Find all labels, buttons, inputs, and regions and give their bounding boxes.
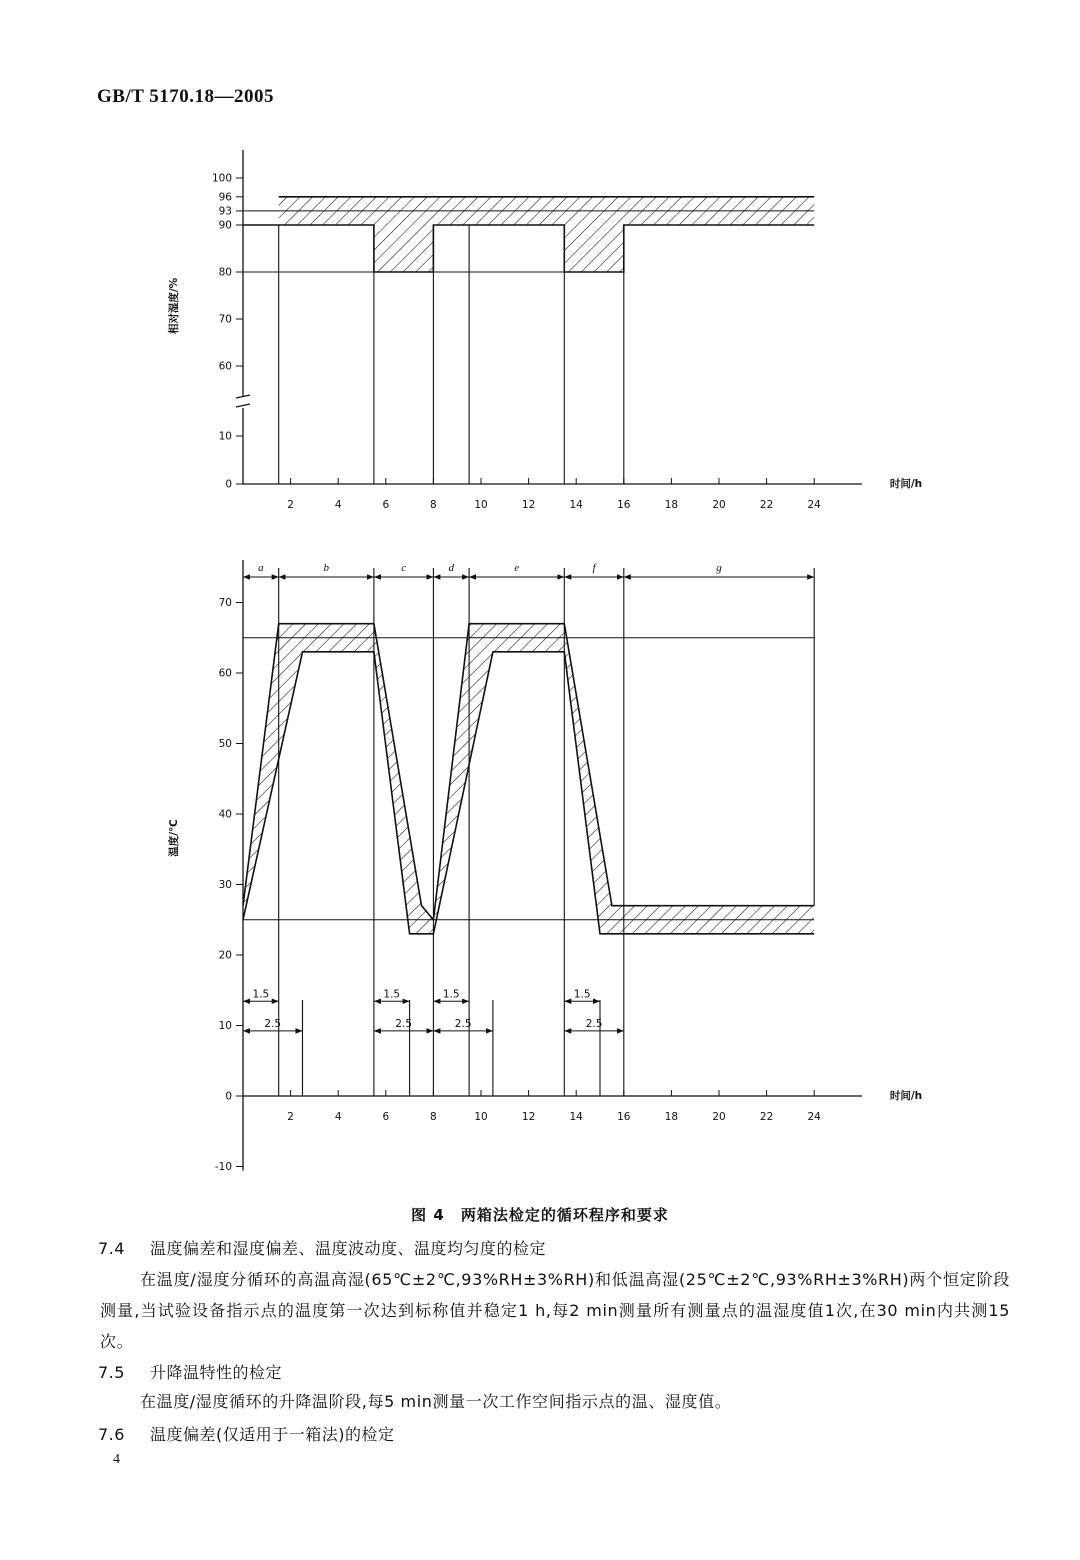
temperature-duration-label: 1.5 [383,988,401,1001]
standard-code: GB/T 5170.18—2005 [97,86,275,107]
temperature-x-tick-label: 24 [807,1111,821,1123]
humidity-x-tick-label: 10 [474,499,488,511]
temperature-duration-label: 2.5 [395,1017,413,1030]
humidity-x-tick-label: 18 [664,499,679,511]
section-number: 7.4 [98,1239,125,1258]
temperature-x-tick-label: 22 [759,1111,774,1123]
humidity-x-tick-label: 2 [287,499,294,511]
temperature-x-tick-label: 18 [664,1111,679,1123]
humidity-y-tick-label: 70 [218,313,232,326]
humidity-x-tick-label: 4 [334,499,342,511]
temperature-phase-label: a [258,562,264,574]
section-heading [98,1360,282,1383]
temperature-phase-label: d [448,562,454,574]
temperature-x-tick-label: 4 [334,1111,342,1123]
temperature-x-tick-label: 20 [712,1111,726,1123]
temperature-x-tick-label: 12 [521,1111,536,1123]
temperature-y-tick-label: 30 [218,879,232,891]
section-title: 温度偏差(仅适用于一箱法)的检定 [150,1425,395,1444]
humidity-y-tick-label: 0 [225,478,232,491]
temperature-x-tick-label: 14 [569,1111,583,1123]
humidity-y-tick-label: 10 [218,430,232,443]
humidity-y-tick-label: 96 [218,191,232,204]
humidity-x-tick-label: 16 [617,499,631,511]
humidity-y-tick-label: 60 [218,360,232,373]
humidity-y-tick-label: 100 [211,172,232,185]
temperature-duration-label: 1.5 [252,988,270,1001]
temperature-duration-label: 2.5 [454,1017,472,1030]
humidity-x-tick-label: 8 [430,499,437,511]
humidity-y-tick-label: 90 [218,219,232,232]
humidity-x-tick-label: 6 [382,499,390,511]
temperature-phase-label: c [401,562,407,574]
temperature-x-tick-label: 16 [617,1111,631,1123]
temperature-y-tick-label: 10 [218,1020,232,1032]
temperature-y-tick-label: 20 [218,949,232,962]
temperature-duration-label: 2.5 [264,1017,282,1030]
temperature-lower-line [243,652,814,934]
humidity-x-tick-label: 22 [759,499,774,511]
section-number: 7.5 [98,1363,125,1382]
humidity-y-axis-title: 相对湿度/% [168,277,180,335]
humidity-x-axis-title: 时间/h [889,478,923,490]
humidity-x-tick-label: 12 [521,499,536,511]
temperature-y-tick-label: 70 [218,597,232,609]
temperature-duration-label: 1.5 [442,988,460,1001]
humidity-x-tick-label: 24 [807,499,821,511]
section-number: 7.6 [98,1425,125,1444]
temperature-phase-label: b [323,562,330,574]
temperature-phase-label: e [514,562,520,574]
temperature-y-tick-label: 50 [218,738,232,750]
humidity-y-tick-label: 93 [218,205,232,218]
humidity-x-tick-label: 20 [712,499,726,511]
section-body: 在温度/湿度循环的升降温阶段,每5 min测量一次工作空间指示点的温、湿度值。 [140,1392,732,1411]
temperature-x-tick-label: 10 [474,1111,488,1123]
temperature-y-tick-label: 0 [225,1090,232,1103]
figure-caption: 图 4 两箱法检定的循环程序和要求 [411,1206,669,1224]
temperature-upper-line [243,624,814,920]
humidity-x-tick-label: 14 [569,499,583,511]
temperature-duration-label: 2.5 [585,1017,603,1030]
temperature-phase-label: g [716,562,722,574]
section-title: 温度偏差和湿度偏差、温度波动度、温度均匀度的检定 [150,1239,547,1258]
temperature-tolerance-band [243,624,814,934]
humidity-y-tick-label: 80 [218,266,232,279]
temperature-y-tick-label: 60 [218,667,232,680]
temperature-phase-label: f [592,562,596,574]
page-number: 4 [113,1452,120,1467]
temperature-x-tick-label: 6 [382,1111,390,1123]
temperature-y-tick-label: -10 [214,1161,232,1173]
section-heading [98,1422,395,1445]
temperature-x-tick-label: 8 [430,1111,437,1123]
temperature-y-axis-title: 温度/℃ [168,819,180,857]
section-title: 升降温特性的检定 [150,1363,283,1382]
temperature-y-tick-label: 40 [218,808,232,821]
section-heading [98,1236,546,1259]
temperature-duration-label: 1.5 [573,988,591,1001]
section-body: 在温度/湿度分循环的高温高湿(65℃±2℃,93%RH±3%RH)和低温高湿(25℃±2℃,93%RH±3%RH)两个恒定阶段测量,当试验设备指示点的温度第一次达到标称值并稳定1 h,每2 min测量所有测量点的温湿度值1次,在30 min内共测15次。 [100,1270,1010,1351]
temperature-x-axis-title: 时间/h [889,1090,923,1102]
temperature-x-tick-label: 2 [287,1111,294,1123]
